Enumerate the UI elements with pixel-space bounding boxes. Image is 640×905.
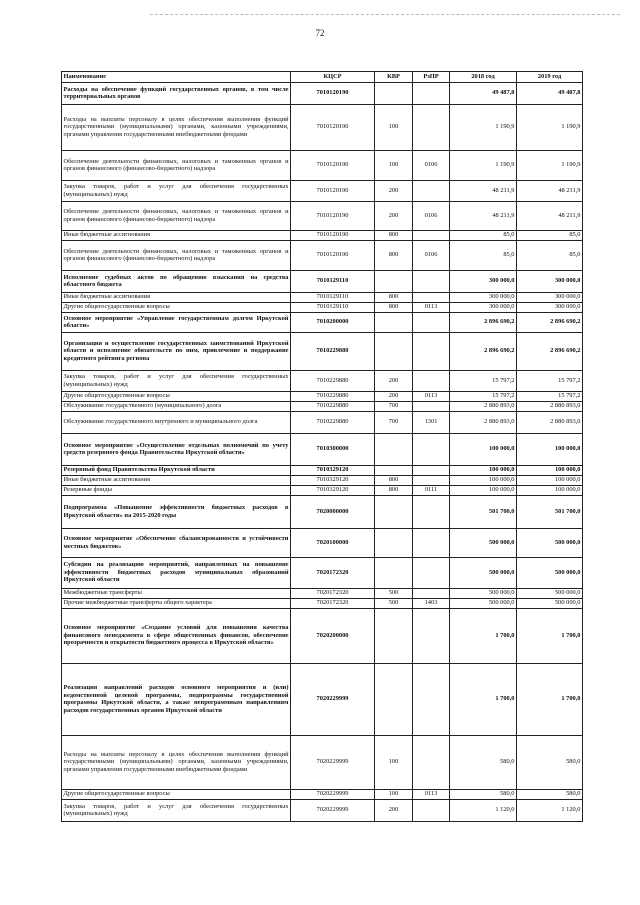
row-2018-cell: 1 700,0 — [450, 663, 517, 735]
row-2019-cell: 1 120,0 — [517, 799, 583, 821]
row-kvr-cell: 700 — [375, 411, 413, 433]
row-kvr-cell: 800 — [375, 485, 413, 495]
row-rzpr-cell — [413, 557, 450, 588]
table-row — [62, 240, 583, 270]
row-2019-cell: 1 700,0 — [517, 663, 583, 735]
row-2019-cell: 500 000,0 — [517, 557, 583, 588]
row-2019-cell: 48 211,9 — [517, 201, 583, 230]
row-kvr-cell: 700 — [375, 401, 413, 411]
row-name-cell: Другие общегосударственные вопросы — [62, 391, 291, 401]
row-2019-cell: 15 797,2 — [517, 391, 583, 401]
table-row — [62, 663, 583, 735]
row-rzpr-cell — [413, 799, 450, 821]
row-2018-cell: 100 000,0 — [450, 485, 517, 495]
row-2018-cell: 100 000,0 — [450, 465, 517, 475]
row-kvr-cell: 200 — [375, 799, 413, 821]
row-name-cell: Закупка товаров, работ и услуг для обеспечения государственных (муниципальных) нужд — [62, 799, 291, 821]
row-rzpr-cell: 0113 — [413, 391, 450, 401]
row-kvr-cell: 100 — [375, 104, 413, 150]
row-kvr-cell: 100 — [375, 789, 413, 799]
row-name-cell: Расходы на выплаты персоналу в целях обеспечения выполнения функций государственными (муниципальными) органами, казенными учреждениями, органами управления государственными внебюджетными фондами — [62, 104, 291, 150]
header-2019: 2019 год — [517, 72, 583, 83]
row-2018-cell: 85,0 — [450, 240, 517, 270]
row-name-cell: Исполнение судебных актов по обращению взыскания на средства областного бюджета — [62, 270, 291, 292]
row-kvr-cell: 800 — [375, 302, 413, 312]
row-kcsr-cell: 7010229880 — [291, 332, 375, 370]
row-rzpr-cell — [413, 433, 450, 465]
row-kcsr-cell: 7010329120 — [291, 485, 375, 495]
row-name-cell: Основное мероприятие «Осуществление отдельных полномочий по учету средств резервного фонда Правительства Иркутской области» — [62, 433, 291, 465]
row-rzpr-cell — [413, 465, 450, 475]
row-name-cell: Обслуживание государственного внутреннего и муниципального долга — [62, 411, 291, 433]
row-2018-cell: 1 120,0 — [450, 799, 517, 821]
scan-line-top — [150, 14, 620, 15]
row-kcsr-cell: 7010229880 — [291, 401, 375, 411]
row-rzpr-cell — [413, 401, 450, 411]
row-2018-cell: 500 000,0 — [450, 528, 517, 557]
row-rzpr-cell — [413, 104, 450, 150]
row-kcsr-cell: 7020229999 — [291, 799, 375, 821]
row-kvr-cell — [375, 528, 413, 557]
row-2019-cell: 1 700,0 — [517, 608, 583, 663]
table-row — [62, 104, 583, 150]
table-row — [62, 270, 583, 292]
row-kcsr-cell: 7020172320 — [291, 557, 375, 588]
row-2019-cell: 500 000,0 — [517, 588, 583, 598]
table-header-row — [62, 72, 583, 83]
table-row — [62, 588, 583, 598]
row-kcsr-cell: 7020100000 — [291, 528, 375, 557]
table-row — [62, 485, 583, 495]
table-row — [62, 799, 583, 821]
row-name-cell: Закупка товаров, работ и услуг для обеспечения государственных (муниципальных) нужд — [62, 370, 291, 391]
row-kvr-cell — [375, 663, 413, 735]
row-rzpr-cell: 0113 — [413, 789, 450, 799]
row-kvr-cell: 800 — [375, 475, 413, 485]
table-row — [62, 528, 583, 557]
row-kcsr-cell: 7020172320 — [291, 588, 375, 598]
row-2019-cell: 2 896 690,2 — [517, 332, 583, 370]
row-rzpr-cell — [413, 475, 450, 485]
row-kvr-cell: 200 — [375, 391, 413, 401]
row-kvr-cell: 100 — [375, 150, 413, 180]
row-2019-cell: 500 000,0 — [517, 528, 583, 557]
row-kvr-cell — [375, 495, 413, 528]
row-kvr-cell — [375, 608, 413, 663]
table-body — [62, 82, 583, 821]
row-name-cell: Обеспечение деятельности финансовых, налоговых и таможенных органов и органов финансового (финансово-бюджетного) надзора — [62, 150, 291, 180]
row-kcsr-cell: 7010200000 — [291, 312, 375, 332]
table-row — [62, 495, 583, 528]
row-rzpr-cell — [413, 588, 450, 598]
table-row — [62, 411, 583, 433]
table-row — [62, 230, 583, 240]
table-row — [62, 180, 583, 201]
row-rzpr-cell — [413, 528, 450, 557]
row-rzpr-cell: 0111 — [413, 485, 450, 495]
row-kcsr-cell: 7010129110 — [291, 302, 375, 312]
row-rzpr-cell: 1301 — [413, 411, 450, 433]
row-name-cell: Иные бюджетные ассигнования — [62, 292, 291, 302]
row-kcsr-cell: 7010229880 — [291, 391, 375, 401]
row-kvr-cell: 200 — [375, 180, 413, 201]
row-name-cell: Организация и осуществление государственных заимствований Иркутской области и исполнение обязательств по ним, привлечение и поддержание кредитного рейтинга региона — [62, 332, 291, 370]
row-rzpr-cell — [413, 82, 450, 104]
row-name-cell: Реализация направлений расходов основного мероприятия и (или) ведомственной целевой программы, подпрограммы государственной программы Иркутской области, а также непрограммным направлениям расходов государственных органов Иркутской области — [62, 663, 291, 735]
row-2018-cell: 500 000,0 — [450, 598, 517, 608]
table-row — [62, 332, 583, 370]
row-kcsr-cell: 7020172320 — [291, 598, 375, 608]
row-2019-cell: 501 700,0 — [517, 495, 583, 528]
table-row — [62, 82, 583, 104]
row-name-cell: Основное мероприятие «Обеспечение сбалансированности и устойчивости местных бюджетов» — [62, 528, 291, 557]
row-2019-cell: 2 880 893,0 — [517, 401, 583, 411]
row-kcsr-cell: 7020229999 — [291, 663, 375, 735]
row-2019-cell: 1 190,9 — [517, 150, 583, 180]
row-name-cell: Иные бюджетные ассигнования — [62, 475, 291, 485]
row-2018-cell: 2 880 893,0 — [450, 401, 517, 411]
row-2018-cell: 15 797,2 — [450, 370, 517, 391]
row-rzpr-cell — [413, 270, 450, 292]
row-name-cell: Основное мероприятие «Создание условий для повышения качества финансового менеджмента в сфере общественных финансов, обеспечение прозрачности и открытости бюджетного процесса в Иркутской области» — [62, 608, 291, 663]
row-2018-cell: 1 700,0 — [450, 608, 517, 663]
row-kcsr-cell: 7010120190 — [291, 240, 375, 270]
row-kcsr-cell: 7010120190 — [291, 150, 375, 180]
row-name-cell: Расходы на выплаты персоналу в целях обеспечения выполнения функций государственными (муниципальными) органами, казенными учреждениями, органами управления государственными внебюджетными фондами — [62, 735, 291, 789]
budget-table — [61, 71, 583, 822]
header-2018: 2018 год — [450, 72, 517, 83]
row-2018-cell: 1 190,9 — [450, 104, 517, 150]
row-rzpr-cell — [413, 495, 450, 528]
row-2018-cell: 85,0 — [450, 230, 517, 240]
row-name-cell: Другие общегосударственные вопросы — [62, 302, 291, 312]
row-name-cell: Резервный фонд Правительства Иркутской области — [62, 465, 291, 475]
row-2019-cell: 85,0 — [517, 230, 583, 240]
row-kcsr-cell: 7010129110 — [291, 292, 375, 302]
row-rzpr-cell — [413, 370, 450, 391]
table-row — [62, 391, 583, 401]
row-rzpr-cell — [413, 735, 450, 789]
row-2018-cell: 48 211,9 — [450, 201, 517, 230]
row-2019-cell: 2 880 893,0 — [517, 411, 583, 433]
row-2019-cell: 15 797,2 — [517, 370, 583, 391]
row-2019-cell: 2 896 690,2 — [517, 312, 583, 332]
row-kcsr-cell: 7020229999 — [291, 789, 375, 799]
row-kvr-cell: 800 — [375, 292, 413, 302]
row-2019-cell: 49 487,8 — [517, 82, 583, 104]
row-kcsr-cell: 7020200000 — [291, 608, 375, 663]
row-kcsr-cell: 7010300000 — [291, 433, 375, 465]
row-rzpr-cell — [413, 180, 450, 201]
table-row — [62, 312, 583, 332]
row-kcsr-cell: 7010129110 — [291, 270, 375, 292]
table-row — [62, 735, 583, 789]
row-2018-cell: 501 700,0 — [450, 495, 517, 528]
row-kvr-cell — [375, 433, 413, 465]
row-2018-cell: 2 880 893,0 — [450, 411, 517, 433]
row-kcsr-cell: 7010120190 — [291, 104, 375, 150]
row-name-cell: Закупка товаров, работ и услуг для обеспечения государственных (муниципальных) нужд — [62, 180, 291, 201]
row-2019-cell: 300 000,0 — [517, 270, 583, 292]
table-row — [62, 292, 583, 302]
row-2019-cell: 85,0 — [517, 240, 583, 270]
table-row — [62, 598, 583, 608]
row-2019-cell: 1 190,9 — [517, 104, 583, 150]
row-rzpr-cell — [413, 292, 450, 302]
row-name-cell: Обеспечение деятельности финансовых, налоговых и таможенных органов и органов финансового (финансово-бюджетного) надзора — [62, 201, 291, 230]
row-rzpr-cell: 1403 — [413, 598, 450, 608]
header-kcsr: КЦСР — [291, 72, 375, 83]
row-kvr-cell — [375, 557, 413, 588]
row-rzpr-cell — [413, 332, 450, 370]
table-row — [62, 475, 583, 485]
row-2019-cell: 580,0 — [517, 735, 583, 789]
row-2018-cell: 100 000,0 — [450, 433, 517, 465]
row-kvr-cell: 500 — [375, 588, 413, 598]
header-rzpr: РзПР — [413, 72, 450, 83]
table-row — [62, 557, 583, 588]
row-name-cell: Иные бюджетные ассигнования — [62, 230, 291, 240]
row-2018-cell: 2 896 690,2 — [450, 312, 517, 332]
row-2018-cell: 48 211,9 — [450, 180, 517, 201]
row-kcsr-cell: 7010120190 — [291, 230, 375, 240]
row-2018-cell: 500 000,0 — [450, 557, 517, 588]
row-rzpr-cell — [413, 230, 450, 240]
row-2019-cell: 300 000,0 — [517, 302, 583, 312]
row-kcsr-cell: 7020000000 — [291, 495, 375, 528]
row-name-cell: Расходы на обеспечение функций государственных органов, в том числе территориальных органов — [62, 82, 291, 104]
row-kvr-cell — [375, 82, 413, 104]
row-2019-cell: 100 000,0 — [517, 433, 583, 465]
row-rzpr-cell: 0106 — [413, 150, 450, 180]
row-rzpr-cell: 0113 — [413, 302, 450, 312]
row-name-cell: Подпрограмма «Повышение эффективности бюджетных расходов в Иркутской области» на 2015-2020 годы — [62, 495, 291, 528]
row-kvr-cell: 100 — [375, 735, 413, 789]
row-kvr-cell: 200 — [375, 201, 413, 230]
row-name-cell: Основное мероприятие «Управление государственным долгом Иркутской области» — [62, 312, 291, 332]
row-2019-cell: 580,0 — [517, 789, 583, 799]
row-rzpr-cell — [413, 608, 450, 663]
page-number: 72 — [315, 28, 325, 38]
header-kvr: КВР — [375, 72, 413, 83]
table-row — [62, 608, 583, 663]
row-name-cell: Обслуживание государственного (муниципального) долга — [62, 401, 291, 411]
row-2018-cell: 300 000,0 — [450, 292, 517, 302]
row-2018-cell: 500 000,0 — [450, 588, 517, 598]
table-row — [62, 370, 583, 391]
row-2018-cell: 15 797,2 — [450, 391, 517, 401]
row-2019-cell: 500 000,0 — [517, 598, 583, 608]
row-2019-cell: 100 000,0 — [517, 485, 583, 495]
row-rzpr-cell — [413, 663, 450, 735]
row-2018-cell: 300 000,0 — [450, 302, 517, 312]
row-2018-cell: 2 896 690,2 — [450, 332, 517, 370]
row-name-cell: Резервные фонды — [62, 485, 291, 495]
row-kcsr-cell: 7010329120 — [291, 475, 375, 485]
row-rzpr-cell: 0106 — [413, 240, 450, 270]
row-kcsr-cell: 7020229999 — [291, 735, 375, 789]
row-kcsr-cell: 7010329120 — [291, 465, 375, 475]
row-2018-cell: 100 000,0 — [450, 475, 517, 485]
row-kvr-cell — [375, 270, 413, 292]
table-row — [62, 201, 583, 230]
row-2018-cell: 580,0 — [450, 735, 517, 789]
row-2019-cell: 100 000,0 — [517, 465, 583, 475]
row-kcsr-cell: 7010229880 — [291, 411, 375, 433]
row-kvr-cell: 200 — [375, 370, 413, 391]
row-name-cell: Прочие межбюджетные трансферты общего характера — [62, 598, 291, 608]
table-row — [62, 401, 583, 411]
row-name-cell: Субсидии на реализацию мероприятий, направленных на повышение эффективности бюджетных расходов муниципальных образований Иркутской области — [62, 557, 291, 588]
row-kvr-cell — [375, 332, 413, 370]
row-2019-cell: 48 211,9 — [517, 180, 583, 201]
row-kcsr-cell: 7010120190 — [291, 82, 375, 104]
row-2019-cell: 100 000,0 — [517, 475, 583, 485]
row-name-cell: Обеспечение деятельности финансовых, налоговых и таможенных органов и органов финансового (финансово-бюджетного) надзора — [62, 240, 291, 270]
row-name-cell: Межбюджетные трансферты — [62, 588, 291, 598]
row-2018-cell: 1 190,9 — [450, 150, 517, 180]
row-2018-cell: 300 000,0 — [450, 270, 517, 292]
row-kcsr-cell: 7010120190 — [291, 201, 375, 230]
row-rzpr-cell — [413, 312, 450, 332]
table-row — [62, 302, 583, 312]
row-name-cell: Другие общегосударственные вопросы — [62, 789, 291, 799]
row-kvr-cell — [375, 465, 413, 475]
row-2018-cell: 580,0 — [450, 789, 517, 799]
table-row — [62, 789, 583, 799]
table-row — [62, 150, 583, 180]
row-kvr-cell: 800 — [375, 230, 413, 240]
table-row — [62, 465, 583, 475]
row-kvr-cell — [375, 312, 413, 332]
header-name: Наименование — [62, 72, 291, 83]
table-row — [62, 433, 583, 465]
row-kcsr-cell: 7010120190 — [291, 180, 375, 201]
row-kvr-cell: 800 — [375, 240, 413, 270]
row-kcsr-cell: 7010229880 — [291, 370, 375, 391]
row-2019-cell: 300 000,0 — [517, 292, 583, 302]
row-kvr-cell: 500 — [375, 598, 413, 608]
row-rzpr-cell: 0106 — [413, 201, 450, 230]
row-2018-cell: 49 487,8 — [450, 82, 517, 104]
